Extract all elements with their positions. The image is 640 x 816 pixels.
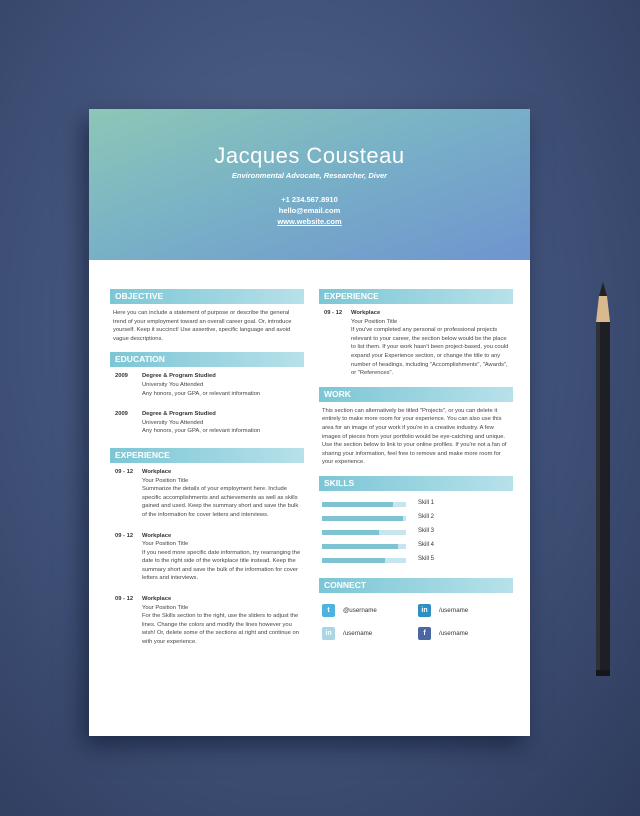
objective-text: Here you can include a statement of purpose or describe the general trend of your employment toward an overall career goal. Or, introduce yourself. Keep it succinct! Use assertive, specific language and avoid vague descriptions. [113,310,292,342]
skill-slider-track[interactable] [322,544,406,549]
pencil-icon [592,282,614,676]
social-username: /username [343,629,373,637]
experience-summary: If you've completed any personal or professional projects relevant to your career, the section below would be the place to list them. If your work hasn't been project-based, you could expand your Experience section, or change the title to any number of headings, including "Accomplishments", "Awards", or "References". [351,327,509,377]
education-year: 2009 [115,373,128,380]
skill-row [319,512,513,526]
experience-dates: 09 - 12 [115,468,134,475]
experience-heading: EXPERIENCE [319,289,513,304]
social-username: @username [343,606,377,614]
experience-summary: For the Skills section to the right, use the sliders to adjust the lines. Change the colors and modify the lines however you wish! Or, delete some of the sections at right and continue on with your experience. [142,613,299,646]
candidate-tagline: Environmental Advocate, Researcher, Diver [231,171,388,180]
experience-position: Your Position Title [142,477,189,484]
experience-dates: 09 - 12 [324,310,343,316]
education-degree: Degree & Program Studied [142,373,216,380]
education-entry [110,372,304,398]
work-text: This section can alternatively be titled "Projects", or you can delete it entirely to make more room for your experience. You can also use this area for an image of your work if you're in a creative industry. A few images of pieces from your portfolio would be eye-catching and unique. Use the section below to link to your online profiles. If you're not a fan of sharing your information, feel free to remove and make more room for your experience. [322,407,507,466]
social-links [319,598,513,648]
experience-position: Your Position Title [142,541,189,548]
skill-label: Skill 5 [418,555,435,562]
skill-row [319,526,513,540]
skills-list [319,498,513,568]
experience-summary: Summarize the details of your employment here. Include specific accomplishments and achievements as well as skills gained and used. Keep the summary short and save the bulk of the information for cover letters and interviews. [142,486,299,518]
skill-slider-fill [322,530,379,535]
skill-label: Skill 4 [418,541,435,548]
resume-header [89,109,530,260]
education-details: Any honors, your GPA, or relevant information [142,390,261,397]
linkedin-icon: in [418,604,431,617]
skill-label: Skill 3 [418,527,435,534]
experience-workplace: Workplace [142,532,172,539]
experience-position: Your Position Title [351,318,398,325]
contact-website-link[interactable]: www.website.com [277,217,342,226]
experience-entry [110,595,304,647]
candidate-name: Jacques Cousteau [214,143,405,168]
skill-label: Skill 1 [418,499,435,506]
work-heading: WORK [319,387,513,402]
education-entry [110,410,304,436]
contact-email[interactable]: hello@email.com [278,206,341,215]
skill-slider-track[interactable] [322,516,406,521]
social-username: /username [439,629,469,637]
experience-entry [110,532,304,584]
skill-row [319,498,513,512]
education-degree: Degree & Program Studied [142,411,216,418]
experience-workplace: Workplace [351,310,381,316]
left-column [110,289,304,654]
skill-slider-track[interactable] [322,530,406,535]
skill-slider-track[interactable] [322,502,406,507]
experience-workplace: Workplace [142,596,172,603]
skill-row [319,554,513,568]
experience-dates: 09 - 12 [115,596,134,603]
resume-page [89,109,530,736]
experience-entry [110,468,304,520]
experience-summary: If you need more specific date information, try rearranging the date to the right side of the workplace title instead. Keep the summary short and save the bulk of the information for cover letters and interviews. [142,549,301,582]
skill-slider-fill [322,544,398,549]
skill-slider-track[interactable] [322,558,406,563]
social-username: /username [439,606,469,614]
connect-heading: CONNECT [319,578,513,593]
twitter-icon: t [322,604,335,617]
education-year: 2009 [115,411,128,418]
objective-heading: OBJECTIVE [110,289,304,304]
contact-phone: +1 234.567.8910 [281,195,338,204]
experience-dates: 09 - 12 [115,532,134,539]
skill-slider-fill [322,516,403,521]
facebook-icon: f [418,627,431,640]
right-column [319,289,513,648]
skills-heading: SKILLS [319,476,513,491]
experience-heading: EXPERIENCE [110,448,304,463]
skill-row [319,540,513,554]
experience-position: Your Position Title [142,604,189,611]
skill-slider-fill [322,558,385,563]
education-university: University You Attended [142,419,204,426]
skill-label: Skill 2 [418,513,435,520]
skill-slider-fill [322,502,393,507]
education-details: Any honors, your GPA, or relevant information [142,428,261,435]
education-university: University You Attended [142,381,204,388]
linkedin-icon: in [322,627,335,640]
experience-workplace: Workplace [142,468,172,475]
education-heading: EDUCATION [110,352,304,367]
experience-entry [319,309,513,378]
